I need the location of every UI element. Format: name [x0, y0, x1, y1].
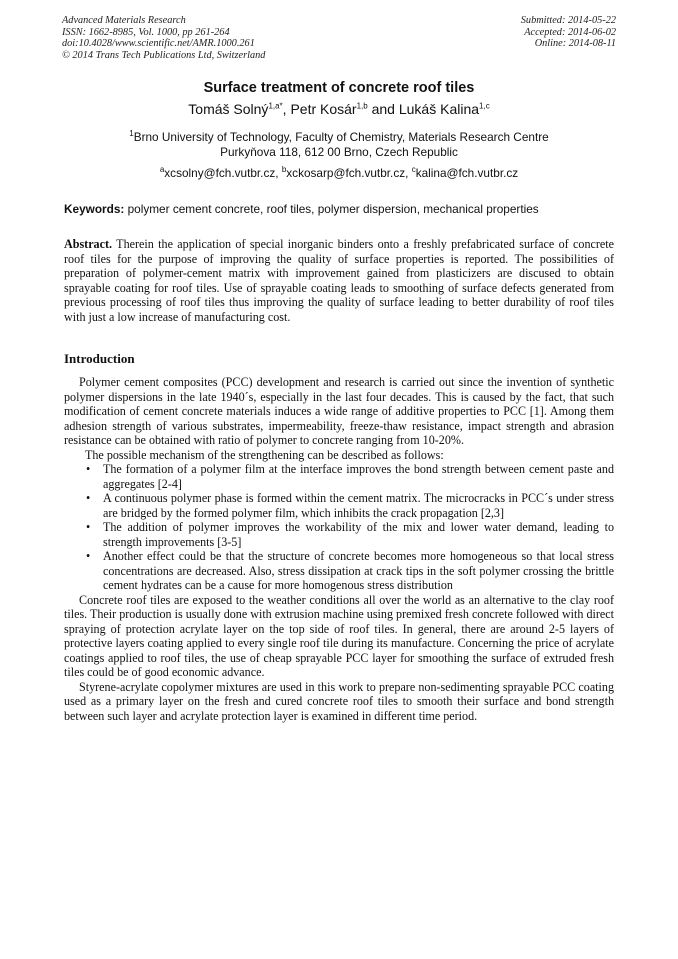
paragraph: Polymer cement composites (PCC) development and research is carried out since the invention of synthetic polymer dispersions in the late 1940´s, especially in the last four decades. This is caused by the fact, that such modification of cement concrete materials induces a wide range of additive properties to PCC [1]. Among them adhesion strength of various substrates, impermeability, freeze-thaw resistance, impact strength and abrasion resistance can be obtained with ratio of polymer to concrete ranging from 10-20%.	[64, 375, 614, 447]
author-superscript: 1,c	[479, 101, 490, 111]
list-item	[86, 491, 614, 520]
email-separator: ,	[405, 166, 412, 180]
bullet-icon: •	[86, 462, 91, 476]
abstract-label: Abstract.	[64, 237, 113, 251]
list-item-text: A continuous polymer phase is formed within the cement matrix. The microcracks in PCC´s under stress are bridged by the formed polymer film, which inhibits the crack propagation [2,3]	[103, 491, 614, 520]
abstract	[64, 237, 614, 324]
email-superscript: c	[411, 165, 416, 175]
header-right	[521, 15, 616, 50]
list-item-text: The addition of polymer improves the workability of the mix and lower water demand, leading to strength improvements [3-5]	[103, 520, 614, 549]
author-name: Petr Kosár	[290, 101, 357, 117]
section-heading-introduction: Introduction	[64, 351, 135, 366]
email-link[interactable]: xcsolny@fch.vutbr.cz	[164, 166, 276, 180]
author-list	[0, 101, 678, 117]
author-superscript: 1,a*	[268, 101, 283, 111]
affiliation-superscript: 1	[129, 129, 134, 139]
list-item	[86, 549, 614, 593]
abstract-text: Therein the application of special inorganic binders onto a freshly prefabricated surface of concrete roof tiles for the purpose of improving the quality of surface properties is reported. The possibilities of preparation of polymer-cement matrix with improvement gained from plasticizers are discused to obtain sprayable coating for roof tiles. Use of sprayable coating leads to smoothing of surface defects generated from previous processing of roof tiles thus improving the quality of surface leading to better durability of roof tiles with just a low increase of manufacturing cost.	[64, 237, 614, 324]
keywords	[64, 202, 624, 216]
issn-line: ISSN: 1662-8985, Vol. 1000, pp 261-264	[62, 26, 230, 38]
email-list	[0, 166, 678, 180]
copyright-line: © 2014 Trans Tech Publications Ltd, Switzerland	[62, 49, 266, 61]
bullet-list	[64, 462, 614, 593]
list-item-text: The formation of a polymer film at the interface improves the bond strength between cement paste and aggregates [2-4]	[103, 462, 614, 491]
list-item	[86, 520, 614, 549]
online-date: Online: 2014-08-11	[534, 38, 616, 50]
accepted-date: Accepted: 2014-06-02	[524, 26, 616, 38]
header-left	[62, 15, 265, 61]
keywords-label: Keywords:	[64, 202, 125, 216]
author-name: Tomáš Solný	[188, 101, 269, 117]
keywords-text: polymer cement concrete, roof tiles, polymer dispersion, mechanical properties	[124, 202, 539, 216]
affiliation-line1: Brno University of Technology, Faculty of Chemistry, Materials Research Centre	[133, 130, 549, 144]
introduction-section	[64, 375, 614, 723]
submitted-date: Submitted: 2014-05-22	[520, 15, 616, 26]
bullet-icon: •	[86, 549, 91, 563]
paragraph: The possible mechanism of the strengthening can be described as follows:	[85, 447, 444, 462]
email-link[interactable]: xckosarp@fch.vutbr.cz	[286, 166, 406, 180]
paragraph: Concrete roof tiles are exposed to the weather conditions all over the world as an alternative to the clay roof tiles. Their production is usually done with extrusion machine using premixed fresh concrete followed with direct spraying of protection acrylate layer on the top side of roof tiles. In general, there are around 2-5 layers of protective layers coating applied to every single roof tile during its manufacture. Concerning the price of acrylate coatings applied to roof tiles, the use of cheap sprayable PCC layer for smoothing the surface of extruded fresh tiles could be of good economic advance.	[64, 592, 614, 679]
paragraph: Styrene-acrylate copolymer mixtures are used in this work to prepare non-sedimenting sprayable PCC coating used as a primary layer on the fresh and cured concrete roof tiles to smooth their surface and bond strength between such layer and acrylate protection layer is examined in different time period.	[64, 679, 614, 723]
email-link[interactable]: kalina@fch.vutbr.cz	[415, 166, 519, 180]
list-item	[86, 462, 614, 491]
author-separator: and	[367, 101, 399, 117]
list-item-text: Another effect could be that the structure of concrete becomes more homogeneous so that local stress concentrations are decreased. Also, stress dissipation at crack tips in the soft polymer crossing the brittle cement hydrates can be a cause for more homogenous stress distribution	[103, 549, 614, 592]
affiliation-line2: Purkyňova 118, 612 00 Brno, Czech Republic	[220, 144, 458, 159]
author-separator: ,	[282, 101, 291, 117]
bullet-icon: •	[86, 520, 91, 534]
journal-name: Advanced Materials Research	[62, 15, 186, 26]
bullet-icon: •	[86, 491, 91, 505]
affiliation	[0, 130, 678, 159]
doi-line[interactable]: doi:10.4028/www.scientific.net/AMR.1000.261	[62, 38, 255, 50]
author-superscript: 1,b	[356, 101, 368, 111]
email-superscript: b	[281, 165, 287, 175]
email-superscript: a	[159, 165, 165, 175]
paper-title: Surface treatment of concrete roof tiles	[203, 80, 475, 96]
author-name: Lukáš Kalina	[398, 101, 480, 117]
email-separator: ,	[275, 166, 282, 180]
